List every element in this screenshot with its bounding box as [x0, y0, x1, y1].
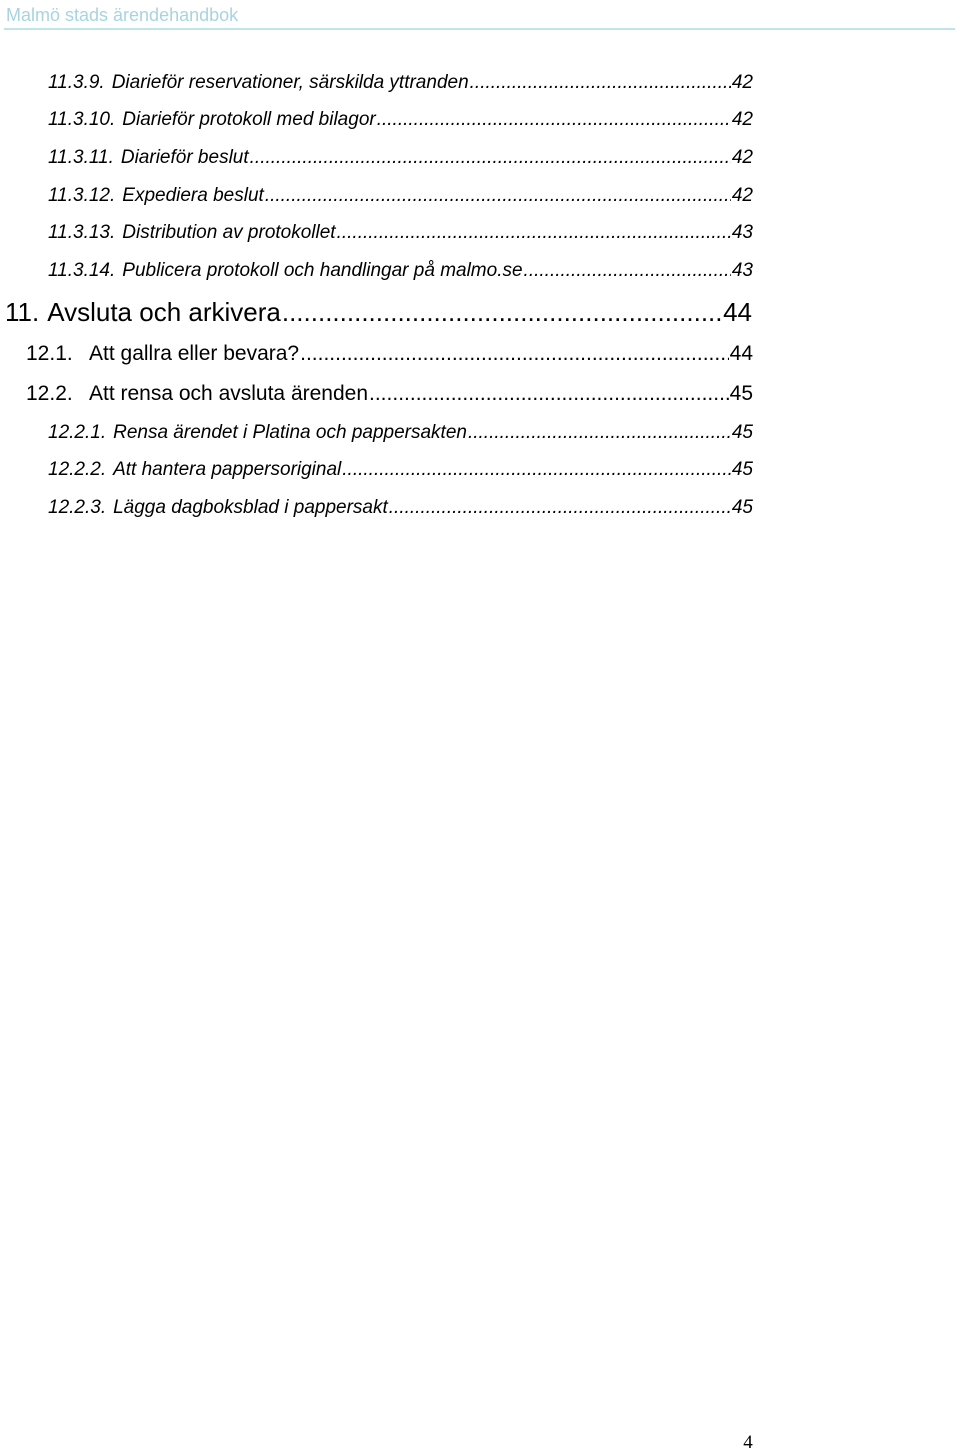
toc-leader-dots [524, 258, 731, 284]
toc-entry-number: 12.1. [26, 342, 73, 365]
toc-entry-11-3-14[interactable] [48, 258, 753, 284]
toc-entry-11-3-12[interactable] [48, 183, 753, 209]
toc-entry-number: 11.3.12. [48, 185, 116, 206]
toc-leader-dots [337, 220, 731, 246]
toc-leader-dots [282, 296, 722, 328]
toc-leader-dots [342, 457, 731, 483]
toc-entry-page: 44 [723, 297, 752, 327]
toc-entry-12-2[interactable] [26, 380, 753, 408]
toc-entry-page: 43 [731, 260, 753, 281]
toc-entry-title: Publicera protokoll och handlingar på malmo.se [122, 260, 523, 281]
toc-leader-dots [369, 380, 729, 408]
toc-entry-11-3-10[interactable] [48, 107, 753, 133]
toc-entry-12-2-3[interactable] [48, 495, 753, 521]
toc-entry-12-2-1[interactable] [48, 420, 753, 446]
toc-entry-page: 45 [731, 459, 753, 480]
toc-entry-title: Diarieför reservationer, särskilda yttranden [111, 72, 469, 93]
toc-entry-number: 11.3.14. [48, 260, 116, 281]
toc-entry-page: 42 [731, 72, 753, 93]
toc-entry-title: Lägga dagboksblad i pappersakt [113, 497, 388, 518]
toc-entry-page: 45 [731, 497, 753, 518]
toc-leader-dots [389, 495, 731, 521]
toc-entry-title: Diarieför protokoll med bilagor [122, 109, 376, 130]
toc-entry-12-1[interactable] [26, 340, 753, 368]
toc-entry-12-2-2[interactable] [48, 457, 753, 483]
toc-entry-page: 42 [731, 147, 753, 168]
toc-entry-11-3-13[interactable] [48, 220, 753, 246]
toc-entry-11[interactable] [5, 296, 752, 328]
toc-entry-title: Distribution av protokollet [122, 222, 336, 243]
toc-entry-title: Avsluta och arkivera [47, 297, 281, 327]
toc-entry-number: 11. [5, 297, 40, 327]
toc-entry-title: Rensa ärendet i Platina och pappersakten [113, 422, 467, 443]
toc-entry-number: 11.3.13. [48, 222, 116, 243]
toc-entry-page: 43 [731, 222, 753, 243]
toc-leader-dots [265, 183, 731, 209]
toc-entry-page: 42 [731, 109, 753, 130]
toc-leader-dots [250, 145, 731, 171]
toc-leader-dots [468, 420, 731, 446]
toc-entry-title: Att rensa och avsluta ärenden [89, 382, 369, 405]
toc-entry-number: 12.2.1. [48, 422, 107, 443]
header-title: Malmö stads ärendehandbok [6, 5, 239, 25]
toc-entry-number: 11.3.10. [48, 109, 116, 130]
toc-entry-number: 11.3.9. [48, 72, 105, 93]
toc-entry-title: Att hantera pappersoriginal [113, 459, 342, 480]
page-header [4, 2, 955, 30]
toc-entry-number: 12.2. [26, 382, 73, 405]
toc-entry-11-3-11[interactable] [48, 145, 753, 171]
toc-leader-dots [377, 107, 731, 133]
toc-entry-number: 12.2.2. [48, 459, 107, 480]
toc-entry-title: Expediera beslut [122, 185, 264, 206]
toc-entry-number: 11.3.11. [48, 147, 114, 168]
toc-leader-dots [470, 70, 731, 96]
toc-leader-dots [300, 340, 729, 368]
toc-entry-11-3-9[interactable] [48, 70, 753, 96]
toc-entry-page: 44 [729, 342, 753, 365]
toc-entry-page: 45 [729, 382, 753, 405]
toc-entry-page: 42 [731, 185, 753, 206]
page-number: 4 [743, 1432, 753, 1453]
toc-entry-number: 12.2.3. [48, 497, 107, 518]
toc-entry-page: 45 [731, 422, 753, 443]
toc-entry-title: Att gallra eller bevara? [89, 342, 300, 365]
toc-entry-title: Diarieför beslut [120, 147, 249, 168]
